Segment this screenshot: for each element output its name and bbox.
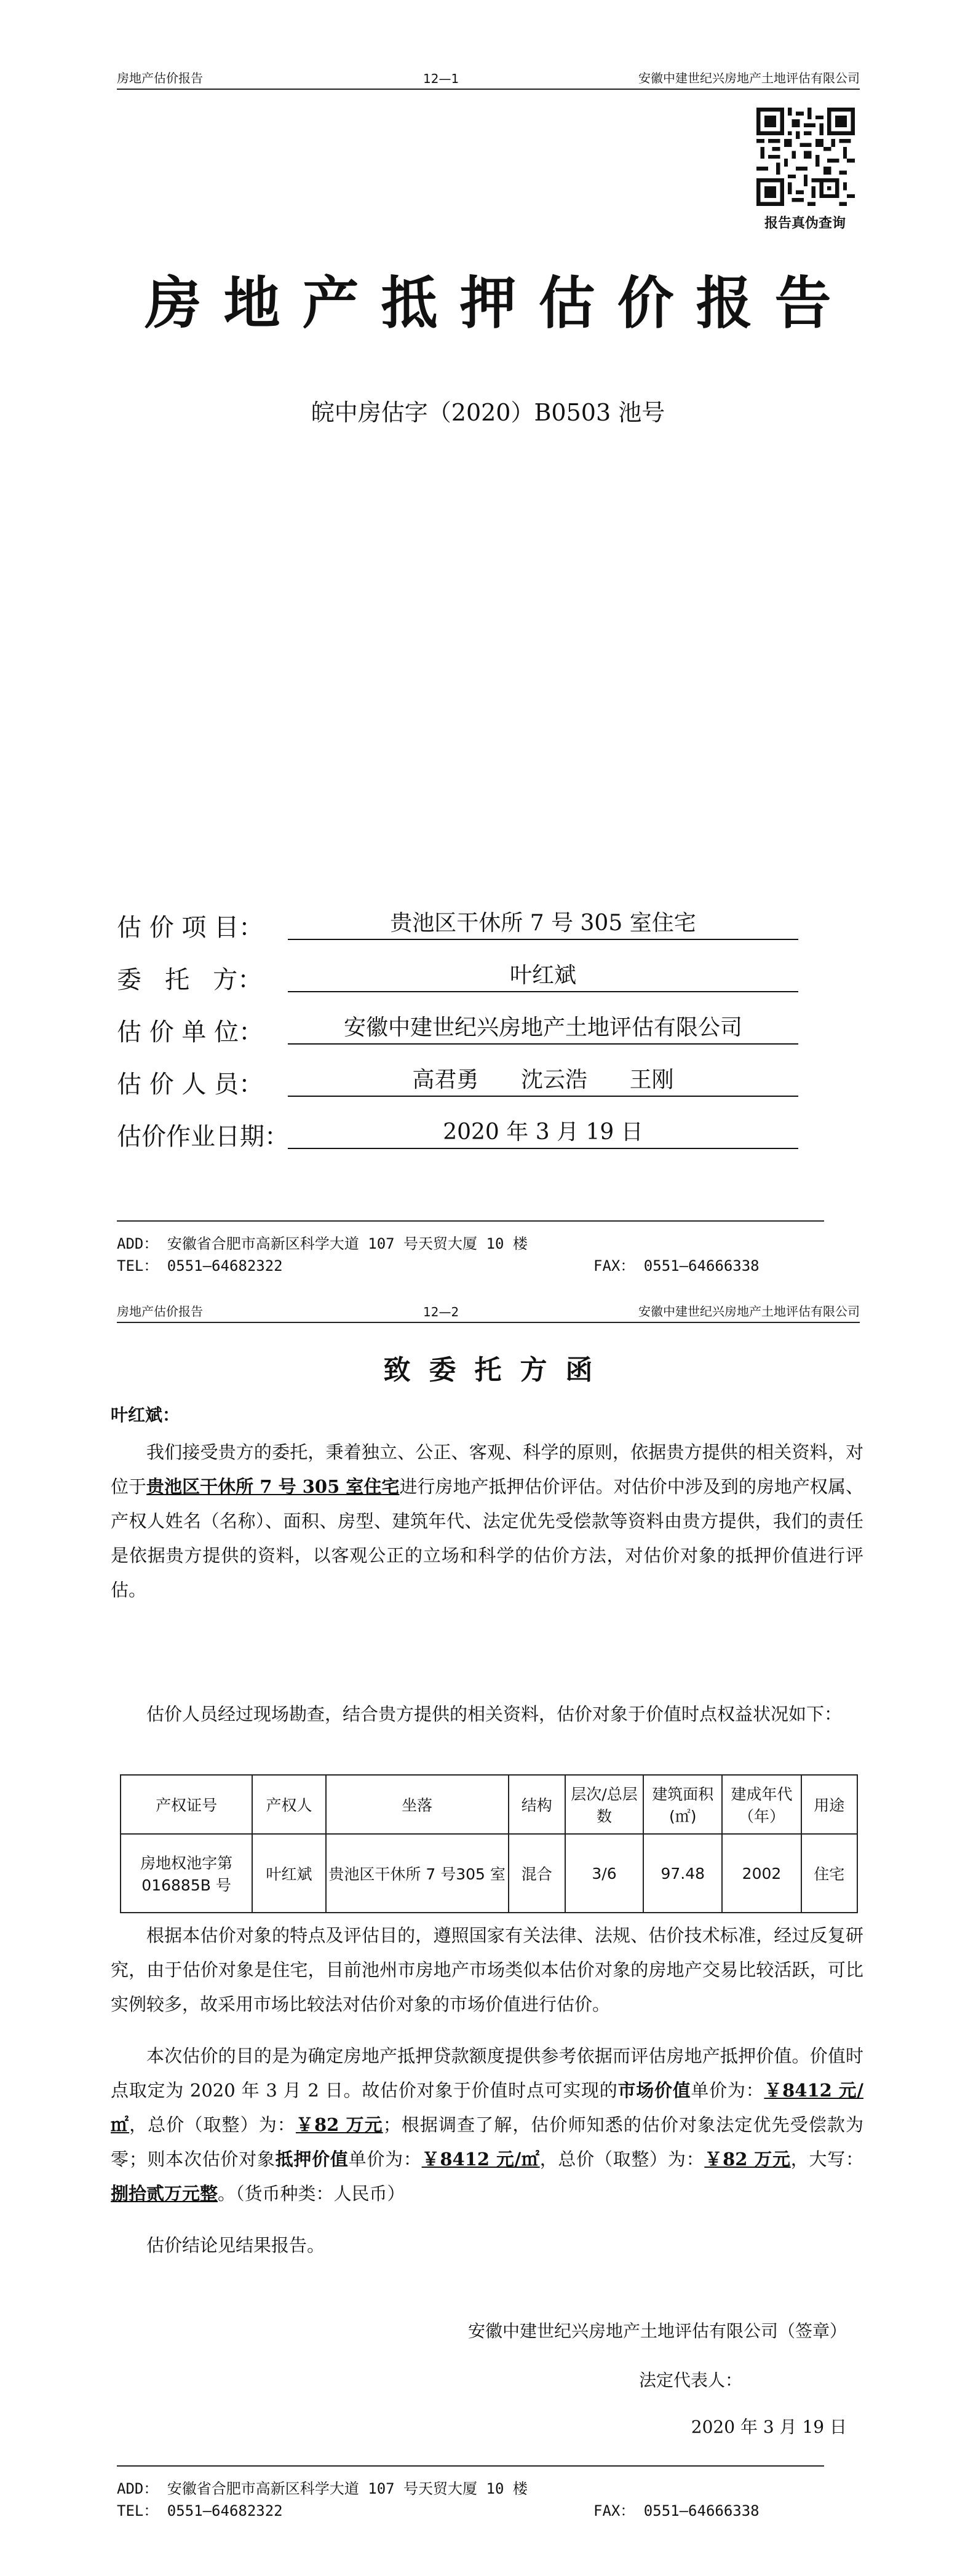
qr-code-icon[interactable] (756, 108, 855, 206)
table-header-cell: 用途 (801, 1775, 857, 1834)
letter-title: 致委托方函 (383, 1354, 611, 1386)
document-number: 皖中房估字（2020）B0503 池号 (311, 399, 665, 426)
table-cell: 叶红斌 (252, 1834, 326, 1913)
info-value: 2020 年 3 月 19 日 (288, 1117, 798, 1149)
market-total-price: ￥82 万元 (295, 2114, 383, 2135)
text-span: 进行房地产抵押估价评估。对估价中涉及到的房地产权属、产权人姓名（名称）、面积、房型、建筑年代、法定优先受偿款等资料由贵方提供，我们的责任是依据贵方提供的资料，以客观公正的立场和科学的估价方法，对估价对象的抵押价值进行评估。 (111, 1476, 863, 1600)
table-header-cell: 层次/总层数 (565, 1775, 643, 1834)
info-label: 估 价 人 员： (117, 1070, 264, 1099)
report-title: 房地产抵押估价报告 (145, 270, 854, 336)
header-company: 安徽中建世纪兴房地产土地评估有限公司 (638, 71, 860, 85)
table-header-cell: 产权人 (252, 1775, 326, 1834)
letter-paragraph-1 (111, 1435, 863, 1607)
header-page-number: 12—1 (423, 71, 459, 86)
text-span: ，总价（取整）为： (539, 2149, 705, 2170)
text-span: ，大写： (790, 2149, 863, 2170)
header-page-number: 12—2 (423, 1305, 459, 1319)
info-label: 估 价 单 位： (117, 1018, 264, 1046)
footer-divider (117, 1220, 824, 1222)
property-address: 贵池区干休所 7 号 305 室住宅 (146, 1476, 400, 1497)
property-table (120, 1774, 858, 1913)
text-span: 单价为： (348, 2149, 422, 2170)
footer-tel: TEL： 0551—64682322 (117, 1257, 283, 1274)
table-header-cell: 建筑面积(㎡) (643, 1775, 722, 1834)
text-span: 本次估价的目的是为确定房地产抵押贷款额度提供参考依据而评估房地产抵押价值。价值时点取定为 2020 年 3 月 2 日。故估价对象于价值时点可实现的 (111, 2045, 863, 2101)
footer-divider (117, 2465, 824, 2467)
mortgage-total-price: ￥82 万元 (704, 2149, 791, 2170)
mortgage-value-label: 抵押价值 (275, 2149, 349, 2170)
table-cell: 3/6 (565, 1834, 643, 1913)
letter-paragraph-4 (111, 2039, 863, 2211)
header-left-text: 房地产估价报告 (117, 1304, 203, 1319)
footer-tel: TEL： 0551—64682322 (117, 2502, 283, 2519)
info-label: 委 托 方： (117, 966, 263, 994)
text-span: ；根据调查了解，估价师知悉的估价对象法定优先受偿款为零；则本次估价对象 (111, 2114, 863, 2170)
footer-address: ADD： 安徽省合肥市高新区科学大道 107 号天贸大厦 10 楼 (117, 1235, 528, 1252)
legal-representative: 法定代表人： (638, 2370, 742, 2390)
signature-date: 2020 年 3 月 19 日 (691, 2417, 847, 2437)
info-label: 估 价 项 目： (117, 914, 264, 942)
footer-fax: FAX： 0551—64666338 (593, 1257, 760, 1274)
page-header (117, 1306, 860, 1323)
signature-company: 安徽中建世纪兴房地产土地评估有限公司（签章） (467, 2321, 847, 2341)
letter-paragraph-3: 根据本估价对象的特点及评估目的，遵照国家有关法律、法规、估价技术标准，经过反复研究，由于估价对象是住宅，目前池州市房地产市场类似本估价对象的房地产交易比较活跃，可比实例较多，故采用市场比较法对估价对象的市场价值进行估价。 (111, 1925, 863, 2015)
info-value: 贵池区干休所 7 号 305 室住宅 (288, 908, 798, 940)
page-header (117, 73, 860, 90)
market-unit-price: ￥8412 元/㎡ (111, 2080, 863, 2135)
letter-paragraph-2: 估价人员经过现场勘查，结合贵方提供的相关资料，估价对象于价值时点权益状况如下： (146, 1704, 843, 1725)
footer-fax: FAX： 0551—64666338 (593, 2502, 760, 2519)
text-span: ，总价（取整）为： (129, 2114, 296, 2135)
info-value: 安徽中建世纪兴房地产土地评估有限公司 (288, 1013, 798, 1045)
table-cell: 贵池区干休所 7 号305 室 (326, 1834, 509, 1913)
table-header-row (121, 1775, 857, 1834)
info-label: 估价作业日期： (117, 1123, 289, 1151)
table-cell: 混合 (509, 1834, 565, 1913)
letter-page (0, 1298, 976, 2576)
table-header-cell: 产权证号 (121, 1775, 252, 1834)
table-header-cell: 建成年代（年） (722, 1775, 801, 1834)
qr-caption: 报告真伪查询 (764, 216, 846, 231)
text-span: 。（货币种类：人民币） (218, 2183, 405, 2204)
mortgage-unit-price: ￥8412 元/㎡ (421, 2149, 540, 2170)
market-value-label: 市场价值 (617, 2080, 691, 2101)
table-header-cell: 结构 (509, 1775, 565, 1834)
text-span: 我们接受贵方的委托，秉着独立、公正、客观、科学的原则，依据贵方提供的相关资料，对位于 (111, 1442, 863, 1497)
text-span: 单价为： (691, 2080, 764, 2101)
table-cell: 住宅 (801, 1834, 857, 1913)
table-cell: 97.48 (643, 1834, 722, 1913)
table-cell: 2002 (722, 1834, 801, 1913)
letter-paragraph-5: 估价结论见结果报告。 (146, 2235, 325, 2256)
letter-greeting: 叶红斌： (111, 1405, 180, 1425)
table-cell: 房地权池字第016885B 号 (121, 1834, 252, 1913)
header-company: 安徽中建世纪兴房地产土地评估有限公司 (638, 1304, 860, 1319)
info-value: 叶红斌 (288, 960, 798, 992)
table-row (121, 1834, 857, 1913)
info-value: 高君勇 沈云浩 王刚 (288, 1065, 798, 1097)
amount-in-words: 捌拾贰万元整 (111, 2183, 218, 2204)
header-left-text: 房地产估价报告 (117, 71, 203, 85)
table-header-cell: 坐落 (326, 1775, 509, 1834)
footer-address: ADD： 安徽省合肥市高新区科学大道 107 号天贸大厦 10 楼 (117, 2480, 528, 2497)
